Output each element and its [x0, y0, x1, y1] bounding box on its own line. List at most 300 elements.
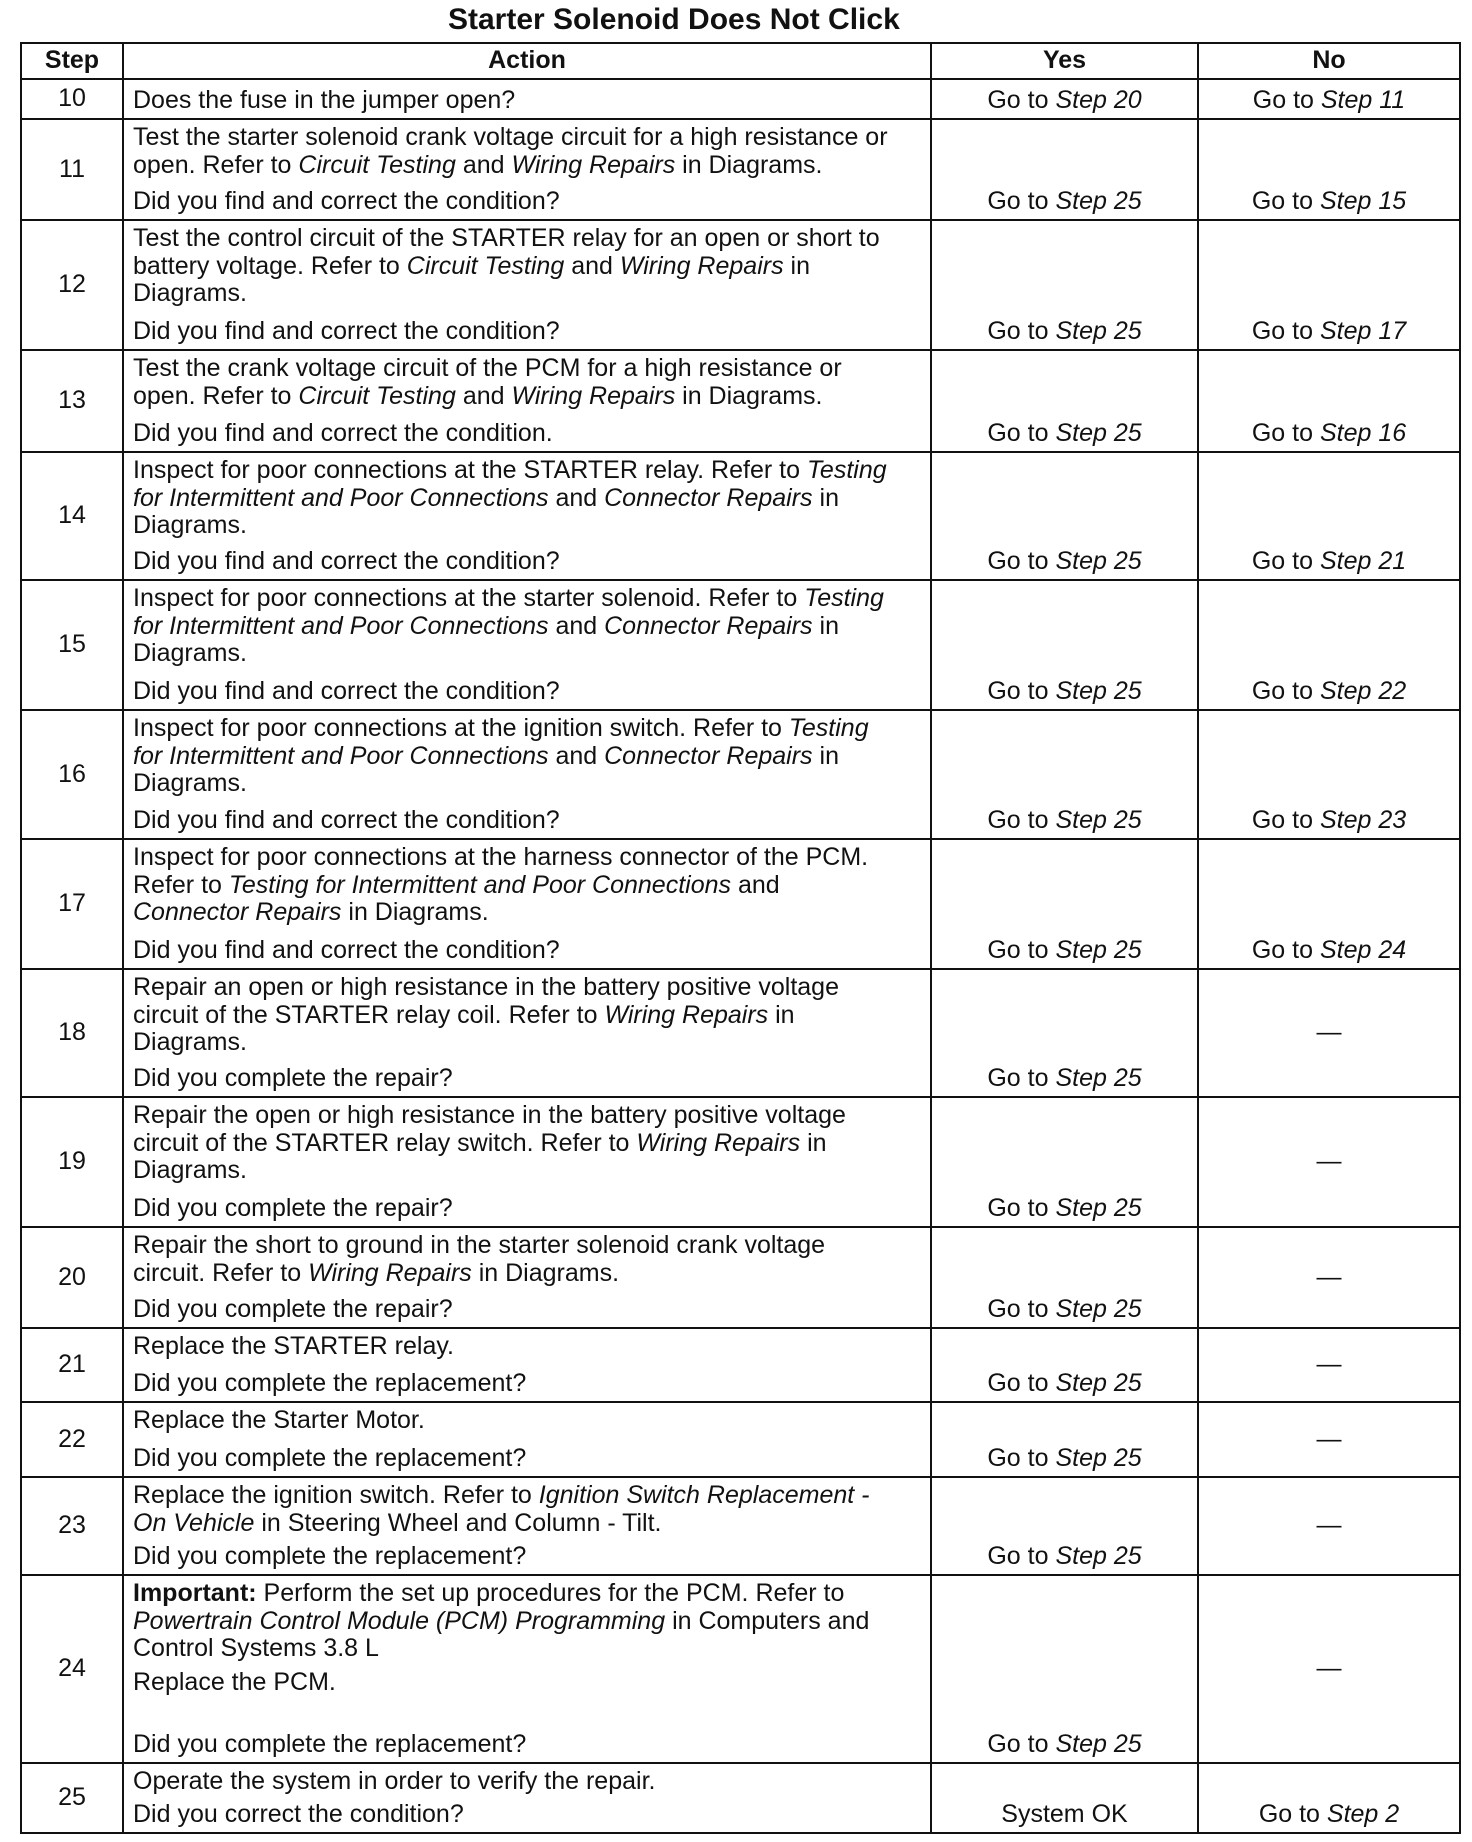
reference-text: Step 21 [1319, 546, 1407, 575]
no-result-line [1317, 1351, 1342, 1379]
instructions [133, 1102, 924, 1185]
instruction-line [133, 1260, 924, 1288]
question-text: Did you complete the repair? [133, 1294, 453, 1323]
action-cell [124, 1403, 930, 1476]
yes-result-line [987, 548, 1141, 576]
action-cell [124, 1576, 930, 1762]
instruction-line [133, 872, 924, 900]
action-cell [124, 1329, 930, 1401]
instruction-text: Diagrams. [133, 1028, 247, 1056]
instruction-text: circuit of the STARTER relay coil. Refer to [133, 1000, 605, 1029]
question-text: Did you find and correct the condition? [133, 676, 560, 705]
instruction-text: open. Refer to [133, 150, 299, 179]
instructions [133, 1407, 924, 1435]
no-result-line [1317, 1148, 1342, 1176]
column-header-no: No [1199, 44, 1459, 78]
instruction-line [133, 383, 924, 411]
column-header-action: Action [124, 44, 930, 78]
instruction-paragraph [133, 585, 924, 668]
yes-result-cell [932, 1478, 1197, 1574]
result-text: Go to [987, 1541, 1056, 1570]
yes-result-cell [932, 453, 1197, 579]
yes-result-cell [932, 970, 1197, 1096]
instruction-line [133, 253, 924, 281]
instruction-text: battery voltage. Refer to [133, 251, 407, 280]
result-text: Go to [987, 676, 1056, 705]
no-result-line [1253, 87, 1405, 115]
reference-text: Connector Repairs [604, 741, 813, 770]
no-result-cell [1199, 581, 1459, 709]
instruction-text: and [455, 381, 512, 410]
no-result-cell [1199, 1228, 1459, 1327]
yes-result-line [987, 318, 1141, 346]
action-cell [124, 711, 930, 838]
no-result-line [1252, 807, 1406, 835]
instruction-text: Replace the STARTER relay. [133, 1332, 454, 1360]
yes-result-cell [932, 1576, 1197, 1762]
reference-text: Step 25 [1055, 418, 1142, 447]
instructions [133, 225, 924, 308]
result-text: — [1316, 1654, 1342, 1683]
instruction-line [133, 1510, 924, 1538]
yes-result-cell [932, 1403, 1197, 1476]
instruction-text: circuit of the STARTER relay switch. Refer to [133, 1128, 637, 1157]
step-number: 24 [22, 1576, 122, 1762]
instruction-line [133, 280, 924, 308]
instruction-line [133, 1232, 924, 1260]
yes-result-line [987, 1370, 1141, 1398]
result-text: Go to [987, 1193, 1056, 1222]
instruction-line [133, 355, 924, 383]
reference-text: Step 25 [1055, 1443, 1142, 1472]
instruction-text: in [812, 611, 839, 640]
instruction-line [133, 457, 924, 485]
instructions [133, 585, 924, 668]
instruction-text: Repair the short to ground in the starter solenoid crank voltage [133, 1231, 826, 1259]
yes-result-line [987, 1731, 1141, 1759]
instruction-paragraph [133, 974, 924, 1057]
instruction-line [133, 1102, 924, 1130]
instruction-text: and [731, 870, 780, 899]
yes-result-cell [932, 221, 1197, 349]
instruction-line [133, 1635, 924, 1663]
reference-text: Circuit Testing [298, 381, 456, 410]
instruction-text: and [564, 251, 620, 280]
diagnostic-table [20, 42, 1461, 1834]
instruction-text: in [800, 1128, 827, 1157]
result-text: Go to [987, 186, 1056, 215]
result-text: System OK [1001, 1799, 1128, 1828]
step-number: 15 [22, 581, 122, 709]
instruction-text: circuit. Refer to [133, 1258, 309, 1287]
instruction-text: in [812, 483, 839, 512]
result-text: Go to [987, 1368, 1056, 1397]
reference-text: Step 23 [1319, 805, 1407, 834]
result-text: Go to [1251, 418, 1320, 447]
yes-result-cell [932, 351, 1197, 451]
no-result-cell [1199, 1403, 1459, 1476]
result-text: Go to [987, 1063, 1056, 1092]
yes-result-cell [932, 1764, 1197, 1832]
reference-text: Connector Repairs [604, 611, 813, 640]
instruction-line [133, 1580, 924, 1608]
instruction-text: Diagrams. [133, 1156, 247, 1184]
yes-result-cell [932, 840, 1197, 968]
instruction-text: Perform the set up procedures for the PCM. Refer to [256, 1579, 845, 1607]
yes-result-line [1001, 1801, 1127, 1829]
yes-result-line [987, 1445, 1141, 1473]
result-text: — [1316, 1262, 1342, 1291]
instruction-text: Diagrams. [133, 639, 247, 667]
instruction-text: Inspect for poor connections at the ignition switch. Refer to [133, 714, 789, 742]
result-text: Go to [1251, 546, 1320, 575]
instruction-text: in Diagrams. [675, 150, 823, 179]
instruction-text: Replace the ignition switch. Refer to [133, 1481, 539, 1509]
question-text: Did you complete the replacement? [133, 1368, 527, 1397]
instruction-line [133, 1333, 924, 1361]
instruction-text: in Diagrams. [471, 1258, 620, 1287]
no-result-cell [1199, 711, 1459, 838]
instruction-line [133, 743, 924, 771]
reference-text: Testing for Intermittent and Poor Connections [228, 870, 732, 899]
instruction-line [133, 1130, 924, 1158]
instruction-text: in [812, 741, 839, 770]
reference-text: Step 24 [1319, 935, 1407, 964]
no-result-line [1252, 937, 1406, 965]
instructions [133, 1333, 924, 1361]
result-text: — [1316, 1147, 1342, 1176]
instructions [133, 974, 924, 1057]
result-text: Go to [1258, 1799, 1327, 1828]
instruction-line [133, 715, 924, 743]
no-result-line [1252, 420, 1406, 448]
result-text: Go to [987, 1729, 1056, 1758]
instruction-text: and [455, 150, 512, 179]
no-result-line [1317, 1426, 1342, 1454]
reference-text: Step 15 [1319, 186, 1407, 215]
instruction-text: Replace the PCM. [133, 1667, 336, 1696]
reference-text: Testing [788, 714, 869, 742]
reference-text: Step 25 [1055, 935, 1142, 964]
action-cell [124, 1228, 930, 1327]
no-result-cell [1199, 120, 1459, 219]
yes-result-line [987, 1543, 1141, 1571]
instruction-text: Diagrams. [133, 511, 247, 539]
instruction-text: in Diagrams. [341, 898, 489, 926]
reference-text: Wiring Repairs [619, 251, 784, 280]
yes-result-line [987, 1195, 1141, 1223]
instruction-text: and [548, 483, 605, 512]
instruction-line [133, 1482, 924, 1510]
no-result-cell [1199, 453, 1459, 579]
yes-result-line [987, 678, 1141, 706]
no-result-line [1252, 188, 1406, 216]
yes-result-line [987, 807, 1141, 835]
instruction-paragraph [133, 225, 924, 308]
reference-text: Circuit Testing [298, 150, 456, 179]
yes-result-line [987, 188, 1141, 216]
action-cell [124, 351, 930, 451]
page-title: Starter Solenoid Does Not Click [448, 3, 900, 36]
instruction-paragraph [133, 1669, 924, 1697]
no-result-line [1252, 548, 1406, 576]
instructions [133, 1482, 924, 1537]
question-text: Did you correct the condition? [133, 1799, 464, 1828]
reference-text: Powertrain Control Module (PCM) Programming [133, 1606, 666, 1635]
instruction-line [133, 1608, 924, 1636]
instruction-line [133, 640, 924, 668]
reference-text: Circuit Testing [406, 251, 565, 280]
question-text: Did you complete the replacement? [133, 1729, 527, 1758]
instruction-text: Inspect for poor connections at the harness connector of the PCM. [133, 843, 869, 871]
reference-text: for Intermittent and Poor Connections [133, 741, 549, 770]
reference-text: Step 25 [1055, 1294, 1142, 1323]
question-text: Did you find and correct the condition? [133, 805, 560, 834]
instruction-text: in Diagrams. [675, 381, 823, 410]
reference-text: Connector Repairs [133, 898, 342, 926]
instruction-text: Diagrams. [133, 769, 247, 797]
result-text: — [1316, 1018, 1342, 1047]
reference-text: Wiring Repairs [604, 1000, 769, 1029]
question-text: Does the fuse in the jumper open? [133, 85, 516, 114]
step-number: 21 [22, 1329, 122, 1401]
yes-result-line [987, 87, 1141, 115]
question-text: Did you complete the replacement? [133, 1443, 527, 1472]
instruction-line [133, 899, 924, 927]
reference-text: Step 25 [1055, 1193, 1142, 1222]
no-result-line [1317, 1264, 1342, 1292]
question-text: Did you find and correct the condition? [133, 186, 560, 215]
instruction-paragraph [133, 1333, 924, 1361]
result-text: Go to [987, 85, 1056, 114]
yes-result-cell [932, 80, 1197, 118]
result-text: Go to [1251, 316, 1320, 345]
instruction-line [133, 225, 924, 253]
column-header-step: Step [22, 44, 122, 78]
instruction-line [133, 1768, 924, 1796]
instruction-paragraph [133, 1768, 924, 1796]
instruction-line [133, 1002, 924, 1030]
reference-text: for Intermittent and Poor Connections [133, 483, 549, 512]
instruction-text: Control Systems 3.8 L [133, 1634, 379, 1662]
result-text: Go to [1251, 676, 1320, 705]
action-cell [124, 221, 930, 349]
reference-text: Wiring Repairs [511, 150, 676, 179]
step-number: 12 [22, 221, 122, 349]
instruction-text: Refer to [133, 870, 229, 899]
step-number: 16 [22, 711, 122, 838]
yes-result-cell [932, 581, 1197, 709]
instructions [133, 1232, 924, 1287]
instruction-text: in [783, 251, 810, 280]
instruction-text: Operate the system in order to verify the repair. [133, 1767, 656, 1795]
important-label: Important: [133, 1579, 257, 1607]
no-result-line [1252, 678, 1406, 706]
reference-text: Step 20 [1055, 85, 1142, 114]
no-result-cell [1199, 351, 1459, 451]
reference-text: Step 17 [1319, 316, 1407, 345]
action-cell [124, 1764, 930, 1832]
instructions [133, 355, 924, 410]
instruction-paragraph [133, 844, 924, 927]
instruction-paragraph [133, 457, 924, 540]
instruction-line [133, 124, 924, 152]
instruction-text: in Computers and [665, 1606, 870, 1635]
question-text: Did you find and correct the condition? [133, 935, 560, 964]
instruction-text: Test the starter solenoid crank voltage circuit for a high resistance or [133, 123, 888, 151]
action-cell [124, 581, 930, 709]
step-number: 18 [22, 970, 122, 1096]
result-text: Go to [987, 1294, 1056, 1323]
result-text: — [1316, 1350, 1342, 1379]
question-text: Did you find and correct the condition. [133, 418, 553, 447]
step-number: 23 [22, 1478, 122, 1574]
instruction-text: Repair the open or high resistance in the battery positive voltage [133, 1101, 846, 1129]
step-number: 20 [22, 1228, 122, 1327]
instruction-text: and [548, 741, 605, 770]
instruction-line [133, 1029, 924, 1057]
instruction-line [133, 152, 924, 180]
yes-result-cell [932, 711, 1197, 838]
reference-text: Step 25 [1055, 316, 1142, 345]
result-text: — [1316, 1511, 1342, 1540]
instruction-paragraph [133, 124, 924, 179]
instruction-text: Inspect for poor connections at the starter solenoid. Refer to [133, 584, 805, 612]
instruction-line [133, 1407, 924, 1435]
instructions [133, 1768, 924, 1796]
reference-text: Step 11 [1320, 85, 1406, 114]
question-text: Did you complete the repair? [133, 1193, 453, 1222]
instruction-paragraph [133, 1232, 924, 1287]
step-number: 22 [22, 1403, 122, 1476]
result-text: Go to [987, 1443, 1056, 1472]
reference-text: Wiring Repairs [308, 1258, 472, 1287]
yes-result-line [987, 1065, 1141, 1093]
step-number: 25 [22, 1764, 122, 1832]
reference-text: Step 25 [1055, 1541, 1142, 1570]
no-result-line [1317, 1655, 1342, 1683]
action-cell [124, 970, 930, 1096]
instruction-text: open. Refer to [133, 381, 299, 410]
reference-text: Step 22 [1319, 676, 1407, 705]
instruction-line [133, 844, 924, 872]
no-result-line [1317, 1019, 1342, 1047]
instruction-paragraph [133, 715, 924, 798]
instruction-text: and [548, 611, 605, 640]
instruction-paragraph [133, 1482, 924, 1537]
reference-text: Step 25 [1055, 1063, 1142, 1092]
result-text: Go to [1251, 186, 1320, 215]
result-text: Go to [987, 316, 1056, 345]
instruction-text: Test the control circuit of the STARTER relay for an open or short to [133, 224, 880, 252]
instructions [133, 844, 924, 927]
no-result-cell [1199, 80, 1459, 118]
action-cell [124, 1098, 930, 1226]
instruction-line [133, 613, 924, 641]
reference-text: Connector Repairs [604, 483, 813, 512]
instruction-line [133, 512, 924, 540]
step-number: 14 [22, 453, 122, 579]
reference-text: Testing [804, 584, 884, 612]
no-result-cell [1199, 1576, 1459, 1762]
result-text: Go to [987, 805, 1056, 834]
result-text: Go to [1252, 85, 1321, 114]
reference-text: Step 25 [1055, 805, 1142, 834]
no-result-cell [1199, 970, 1459, 1096]
reference-text: Step 25 [1055, 1368, 1142, 1397]
instructions [133, 124, 924, 179]
step-number: 13 [22, 351, 122, 451]
result-text: Go to [1251, 935, 1320, 964]
action-cell [124, 120, 930, 219]
reference-text: Step 25 [1055, 676, 1142, 705]
instruction-text: Diagrams. [133, 279, 247, 307]
yes-result-cell [932, 120, 1197, 219]
question-text: Did you find and correct the condition? [133, 316, 560, 345]
action-cell [124, 1478, 930, 1574]
action-cell [124, 453, 930, 579]
column-header-yes: Yes [932, 44, 1197, 78]
instruction-text: Test the crank voltage circuit of the PCM for a high resistance or [133, 354, 842, 382]
result-text: Go to [1251, 805, 1320, 834]
step-number: 11 [22, 120, 122, 219]
no-result-cell [1199, 221, 1459, 349]
instruction-line [133, 770, 924, 798]
no-result-cell [1199, 1478, 1459, 1574]
instruction-text: Replace the Starter Motor. [133, 1406, 425, 1434]
no-result-line [1259, 1801, 1399, 1829]
reference-text: Wiring Repairs [511, 381, 676, 410]
no-result-line [1252, 318, 1406, 346]
action-cell [124, 840, 930, 968]
step-number: 19 [22, 1098, 122, 1226]
instruction-paragraph [133, 355, 924, 410]
instruction-text: Repair an open or high resistance in the battery positive voltage [133, 973, 839, 1001]
yes-result-cell [932, 1098, 1197, 1226]
result-text: — [1316, 1424, 1342, 1453]
reference-text: Step 16 [1319, 418, 1407, 447]
instructions [133, 1580, 924, 1696]
instruction-text: Inspect for poor connections at the STARTER relay. Refer to [133, 456, 807, 484]
reference-text: Step 25 [1055, 1729, 1142, 1758]
step-number: 10 [22, 80, 122, 118]
instruction-line [133, 1157, 924, 1185]
instruction-paragraph [133, 1102, 924, 1185]
reference-text: Step 2 [1326, 1799, 1400, 1828]
no-result-cell [1199, 1329, 1459, 1401]
instruction-line [133, 974, 924, 1002]
no-result-cell [1199, 1764, 1459, 1832]
question-text: Did you complete the replacement? [133, 1541, 527, 1570]
instruction-line [133, 485, 924, 513]
result-text: Go to [987, 935, 1056, 964]
instructions [133, 457, 924, 540]
yes-result-line [987, 1296, 1141, 1324]
reference-text: Wiring Repairs [636, 1128, 801, 1157]
reference-text: On Vehicle [133, 1508, 255, 1537]
instruction-text: in [768, 1000, 795, 1029]
yes-result-cell [932, 1329, 1197, 1401]
no-result-cell [1199, 1098, 1459, 1226]
yes-result-cell [932, 1228, 1197, 1327]
instruction-paragraph [133, 1580, 924, 1663]
reference-text: Ignition Switch Replacement - [538, 1481, 870, 1509]
action-cell [124, 80, 930, 118]
reference-text: for Intermittent and Poor Connections [133, 611, 549, 640]
instruction-line [133, 1669, 924, 1697]
reference-text: Step 25 [1055, 546, 1142, 575]
question-text: Did you find and correct the condition? [133, 546, 560, 575]
